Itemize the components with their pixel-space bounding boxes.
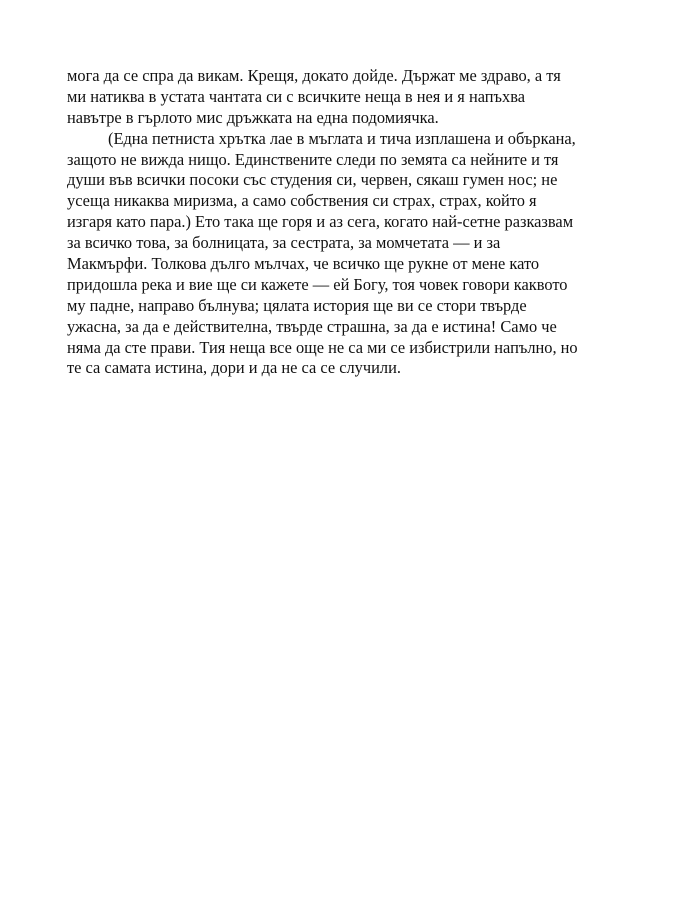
text-line: няма да сте прави. Тия неща все още не са ми се избистрили напълно, но: [67, 337, 578, 357]
text-line: за всичко това, за болницата, за сестрата, за момчетата — и за: [67, 233, 501, 253]
text-line: те са самата истина, дори и да не са се случили.: [67, 358, 401, 378]
text-line: мога да се спра да викам. Крещя, докато дойде. Държат ме здраво, а тя: [67, 66, 561, 85]
text-line: му падне, направо бълнува; цялата история ще ви се стори твърде: [67, 295, 527, 315]
text-line: (Една петниста хрътка лае в мъглата и тича изплашена и объркана,: [108, 128, 576, 148]
text-line: ми натиква в устата чантата си с всичките неща в нея и я напъхва: [67, 86, 526, 106]
body-text: [67, 66, 667, 379]
text-line: защото не вижда нищо. Единствените следи по земята са нейните и тя: [67, 149, 559, 169]
text-line: души във всички посоки със студения си, червен, сякаш гумен нос; не: [67, 170, 558, 190]
text-line: усеща никаква миризма, а само собствения си страх, страх, който я: [67, 191, 537, 211]
text-line: ужасна, за да е действителна, твърде страшна, за да е истина! Само че: [67, 316, 557, 336]
text-line: Макмърфи. Толкова дълго мълчах, че всичко ще рукне от мене като: [67, 254, 540, 274]
text-line: придошла река и вие ще си кажете — ей Богу, тоя човек говори каквото: [67, 274, 568, 294]
text-line: изгаря като пара.) Ето така ще горя и аз сега, когато най-сетне разказвам: [67, 212, 574, 232]
text-line: навътре в гърлото мис дръжката на една подомиячка.: [67, 107, 439, 127]
